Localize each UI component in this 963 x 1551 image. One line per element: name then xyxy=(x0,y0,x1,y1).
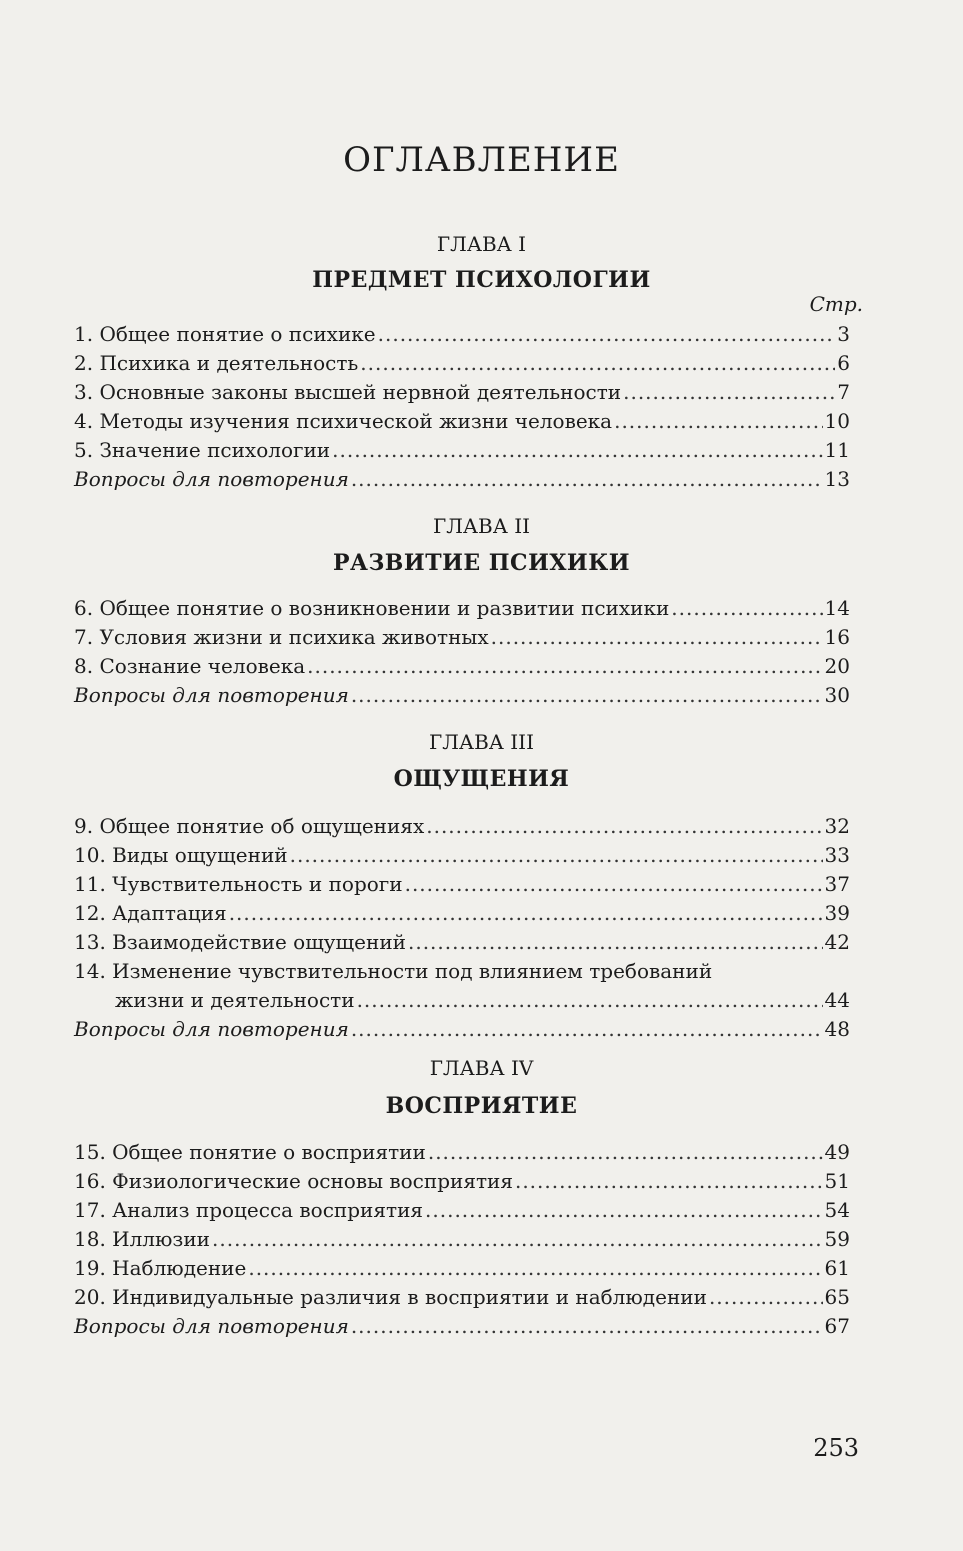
toc-entry-label: 2. Психика и деятельность xyxy=(74,351,359,375)
toc-entry-label: 11. Чувствительность и пороги xyxy=(74,872,403,896)
toc-entry-page: 6 xyxy=(837,351,850,375)
toc-entry-page: 13 xyxy=(824,467,850,491)
chapter-4-toc xyxy=(74,1138,850,1341)
toc-entry-page: 16 xyxy=(824,625,850,649)
dot-leader xyxy=(428,1138,823,1167)
toc-entry-label: 4. Методы изучения психической жизни человека xyxy=(74,409,613,433)
toc-entry[interactable] xyxy=(74,652,850,681)
toc-entry-label: 3. Основные законы высшей нервной деятельности xyxy=(74,380,622,404)
toc-entry-label: 10. Виды ощущений xyxy=(74,843,288,867)
toc-entry[interactable] xyxy=(74,1283,850,1312)
toc-entry[interactable] xyxy=(74,1167,850,1196)
toc-entry-label: 12. Адаптация xyxy=(74,901,227,925)
chapter-1-label: ГЛАВА I xyxy=(436,232,527,256)
toc-entry[interactable] xyxy=(74,623,850,652)
chapter-3-toc xyxy=(74,812,850,1044)
toc-entry[interactable] xyxy=(74,1196,850,1225)
toc-entry-label: 13. Взаимодействие ощущений xyxy=(74,930,406,954)
toc-entry-label: 14. Изменение чувствительности под влиянием требований xyxy=(74,959,713,983)
dot-leader xyxy=(248,1254,822,1283)
toc-entry-page: 65 xyxy=(824,1285,850,1309)
toc-entry-label: 6. Общее понятие о возникновении и развитии психики xyxy=(74,596,670,620)
toc-entry[interactable] xyxy=(74,436,850,465)
chapter-1-name: ПРЕДМЕТ ПСИХОЛОГИИ xyxy=(312,267,651,293)
toc-entry-page: 61 xyxy=(824,1256,850,1280)
dot-leader xyxy=(491,623,823,652)
chapter-4-name: ВОСПРИЯТИЕ xyxy=(385,1093,578,1119)
chapter-2-toc xyxy=(74,594,850,710)
toc-entry-label: 20. Индивидуальные различия в восприятии и наблюдении xyxy=(74,1285,707,1309)
toc-entry-page: 14 xyxy=(824,596,850,620)
dot-leader xyxy=(351,681,823,710)
toc-entry-review-questions[interactable] xyxy=(74,681,850,710)
dot-leader xyxy=(405,870,823,899)
chapter-2-label: ГЛАВА II xyxy=(432,514,531,538)
toc-entry[interactable] xyxy=(74,594,850,623)
toc-entry-label: 15. Общее понятие о восприятии xyxy=(74,1140,426,1164)
dot-leader xyxy=(425,1196,823,1225)
toc-entry-page: 51 xyxy=(824,1169,850,1193)
dot-leader xyxy=(307,652,822,681)
toc-entry-page: 44 xyxy=(824,988,850,1012)
toc-entry[interactable] xyxy=(74,349,850,378)
toc-entry-page: 54 xyxy=(824,1198,850,1222)
toc-entry-label: Вопросы для повторения xyxy=(74,1314,349,1338)
toc-entry-page: 3 xyxy=(837,322,850,346)
page-number: 253 xyxy=(813,1434,859,1462)
toc-entry-label: Вопросы для повторения xyxy=(74,683,349,707)
toc-entry[interactable] xyxy=(74,870,850,899)
chapter-3-label: ГЛАВА III xyxy=(429,730,534,754)
toc-entry-label: Вопросы для повторения xyxy=(74,467,349,491)
toc-entry-page: 67 xyxy=(824,1314,850,1338)
dot-leader xyxy=(671,594,822,623)
toc-entry-label: 16. Физиологические основы восприятия xyxy=(74,1169,513,1193)
dot-leader xyxy=(378,320,836,349)
chapter-3-name: ОЩУЩЕНИЯ xyxy=(393,766,570,792)
toc-entry-page: 32 xyxy=(824,814,850,838)
toc-entry-label: 7. Условия жизни и психика животных xyxy=(74,625,489,649)
toc-entry[interactable] xyxy=(74,378,850,407)
dot-leader xyxy=(709,1283,823,1312)
dot-leader xyxy=(351,1312,823,1341)
toc-entry[interactable] xyxy=(74,1138,850,1167)
toc-entry[interactable] xyxy=(74,407,850,436)
toc-entry[interactable] xyxy=(74,899,850,928)
toc-entry-label: 19. Наблюдение xyxy=(74,1256,247,1280)
chapter-1-toc xyxy=(74,320,850,494)
page-title: ОГЛАВЛЕНИЕ xyxy=(343,140,620,180)
page-column-header: Стр. xyxy=(809,292,863,316)
toc-entry-page: 20 xyxy=(824,654,850,678)
toc-entry[interactable] xyxy=(74,957,850,986)
toc-entry-label: 8. Сознание человека xyxy=(74,654,306,678)
dot-leader xyxy=(290,841,823,870)
toc-entry-label: жизни и деятельности xyxy=(115,988,355,1012)
toc-entry-review-questions[interactable] xyxy=(74,1312,850,1341)
toc-entry[interactable] xyxy=(74,841,850,870)
chapter-4-label: ГЛАВА IV xyxy=(429,1056,534,1080)
toc-entry[interactable] xyxy=(74,812,850,841)
toc-entry-review-questions[interactable] xyxy=(74,465,850,494)
toc-entry-review-questions[interactable] xyxy=(74,1015,850,1044)
dot-leader xyxy=(357,986,823,1015)
toc-entry-label: 18. Иллюзии xyxy=(74,1227,210,1251)
toc-entry-label: 9. Общее понятие об ощущениях xyxy=(74,814,425,838)
toc-entry-page: 7 xyxy=(837,380,850,404)
toc-entry-label: 1. Общее понятие о психике xyxy=(74,322,376,346)
toc-entry[interactable] xyxy=(74,1225,850,1254)
dot-leader xyxy=(408,928,823,957)
toc-entry-label: 5. Значение психологии xyxy=(74,438,331,462)
dot-leader xyxy=(351,1015,823,1044)
toc-entry-page: 42 xyxy=(824,930,850,954)
toc-entry-page: 48 xyxy=(824,1017,850,1041)
toc-entry-page: 33 xyxy=(824,843,850,867)
dot-leader xyxy=(212,1225,823,1254)
dot-leader xyxy=(515,1167,823,1196)
toc-entry-page: 37 xyxy=(824,872,850,896)
dot-leader xyxy=(229,899,823,928)
toc-entry-page: 59 xyxy=(824,1227,850,1251)
dot-leader xyxy=(614,407,822,436)
dot-leader xyxy=(426,812,822,841)
toc-entry-label: Вопросы для повторения xyxy=(74,1017,349,1041)
toc-entry-page: 49 xyxy=(824,1140,850,1164)
dot-leader xyxy=(623,378,835,407)
dot-leader xyxy=(332,436,822,465)
toc-entry-label: 17. Анализ процесса восприятия xyxy=(74,1198,424,1222)
toc-entry-page: 11 xyxy=(824,438,850,462)
toc-entry-page: 30 xyxy=(824,683,850,707)
toc-entry[interactable] xyxy=(74,1254,850,1283)
dot-leader xyxy=(351,465,823,494)
toc-entry-page: 39 xyxy=(824,901,850,925)
toc-entry[interactable] xyxy=(74,928,850,957)
toc-entry[interactable] xyxy=(74,320,850,349)
toc-entry-continuation[interactable] xyxy=(74,986,850,1015)
chapter-2-name: РАЗВИТИЕ ПСИХИКИ xyxy=(332,550,631,576)
dot-leader xyxy=(360,349,835,378)
toc-entry-page: 10 xyxy=(824,409,850,433)
